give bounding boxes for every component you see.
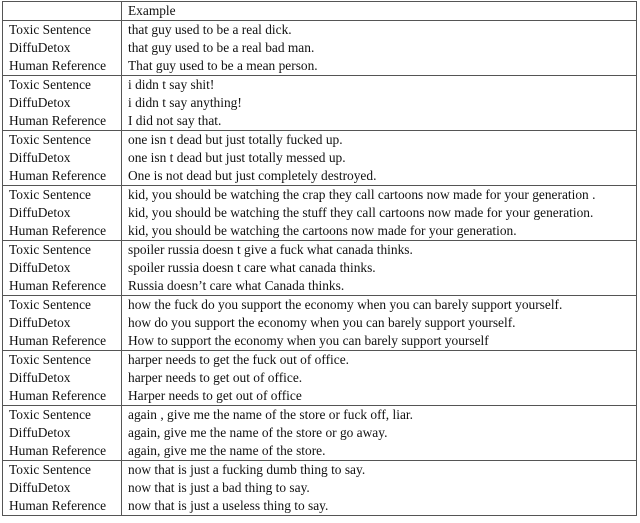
header-method xyxy=(3,2,122,21)
table-row xyxy=(3,351,637,370)
row-text: kid, you should be watching the crap they call cartoons now made for your generation . xyxy=(128,187,596,202)
table-row xyxy=(3,39,637,57)
row-text: that guy used to be a real dick. xyxy=(128,22,292,37)
example-group xyxy=(3,21,637,76)
table-row xyxy=(3,94,637,112)
row-text: one isn t dead but just totally fucked up. xyxy=(128,132,343,147)
row-label: Human Reference xyxy=(3,167,122,186)
row-label: Toxic Sentence xyxy=(3,76,122,95)
row-label: Toxic Sentence xyxy=(3,296,122,315)
row-text: Russia doesn’t care what Canada thinks. xyxy=(128,278,345,293)
table-row xyxy=(3,406,637,425)
example-group xyxy=(3,241,637,296)
table-row xyxy=(3,76,637,95)
example-group xyxy=(3,131,637,186)
row-label: Toxic Sentence xyxy=(3,406,122,425)
row-label: Human Reference xyxy=(3,387,122,406)
header-example: Example xyxy=(122,2,637,21)
example-group xyxy=(3,296,637,351)
row-label: DiffuDetox xyxy=(3,479,122,497)
row-label: Human Reference xyxy=(3,497,122,516)
row-text: How to support the economy when you can barely support yourself xyxy=(128,333,489,348)
row-text: one isn t dead but just totally messed up. xyxy=(128,150,346,165)
row-label: Toxic Sentence xyxy=(3,461,122,480)
row-text: kid, you should be watching the stuff they call cartoons now made for your generation. xyxy=(128,205,594,220)
row-text: i didn t say shit! xyxy=(128,77,215,92)
table-row xyxy=(3,461,637,480)
row-text: harper needs to get out of office. xyxy=(128,370,303,385)
table-row xyxy=(3,259,637,277)
row-text: That guy used to be a mean person. xyxy=(128,58,318,73)
table-row xyxy=(3,222,637,241)
table-row xyxy=(3,277,637,296)
table-row xyxy=(3,442,637,461)
table-row xyxy=(3,241,637,260)
example-group xyxy=(3,76,637,131)
example-group xyxy=(3,406,637,461)
row-label: Human Reference xyxy=(3,112,122,131)
table-row xyxy=(3,369,637,387)
example-group xyxy=(3,461,637,516)
table-header xyxy=(3,2,637,21)
table-row xyxy=(3,57,637,76)
example-group xyxy=(3,351,637,406)
row-label: Toxic Sentence xyxy=(3,21,122,40)
example-group xyxy=(3,186,637,241)
row-label: DiffuDetox xyxy=(3,314,122,332)
table-row xyxy=(3,112,637,131)
row-label: Toxic Sentence xyxy=(3,186,122,205)
row-text: i didn t say anything! xyxy=(128,95,242,110)
row-text: spoiler russia doesn t give a fuck what canada thinks. xyxy=(128,242,413,257)
table-row xyxy=(3,204,637,222)
table-row xyxy=(3,186,637,205)
row-label: Human Reference xyxy=(3,222,122,241)
row-text: now that is just a fucking dumb thing to say. xyxy=(128,462,366,477)
header-row xyxy=(3,2,637,21)
row-text: Harper needs to get out of office xyxy=(128,388,302,403)
row-text: kid, you should be watching the cartoons now made for your generation. xyxy=(128,223,517,238)
table-row xyxy=(3,314,637,332)
table-row xyxy=(3,387,637,406)
row-label: DiffuDetox xyxy=(3,39,122,57)
row-text: again , give me the name of the store or fuck off, liar. xyxy=(128,407,413,422)
table-row xyxy=(3,497,637,516)
table-row xyxy=(3,479,637,497)
row-text: One is not dead but just completely destroyed. xyxy=(128,168,377,183)
row-text: now that is just a useless thing to say. xyxy=(128,498,329,513)
row-label: DiffuDetox xyxy=(3,424,122,442)
row-label: Toxic Sentence xyxy=(3,131,122,150)
row-label: DiffuDetox xyxy=(3,259,122,277)
row-text: spoiler russia doesn t care what canada thinks. xyxy=(128,260,376,275)
row-text: I did not say that. xyxy=(128,113,222,128)
examples-table xyxy=(2,1,637,516)
row-text: again, give me the name of the store. xyxy=(128,443,326,458)
row-label: DiffuDetox xyxy=(3,369,122,387)
table-row xyxy=(3,21,637,40)
table-row xyxy=(3,424,637,442)
row-label: Toxic Sentence xyxy=(3,351,122,370)
row-label: DiffuDetox xyxy=(3,149,122,167)
row-label: Human Reference xyxy=(3,57,122,76)
row-text: that guy used to be a real bad man. xyxy=(128,40,315,55)
table-row xyxy=(3,296,637,315)
row-label: Toxic Sentence xyxy=(3,241,122,260)
row-label: DiffuDetox xyxy=(3,204,122,222)
row-text: again, give me the name of the store or go away. xyxy=(128,425,388,440)
table-row xyxy=(3,149,637,167)
row-text: harper needs to get the fuck out of office. xyxy=(128,352,349,367)
row-text: how do you support the economy when you can barely support yourself. xyxy=(128,315,516,330)
row-label: Human Reference xyxy=(3,277,122,296)
table-row xyxy=(3,167,637,186)
row-text: how the fuck do you support the economy when you can barely support yourself. xyxy=(128,297,563,312)
table-row xyxy=(3,131,637,150)
row-label: Human Reference xyxy=(3,442,122,461)
row-label: DiffuDetox xyxy=(3,94,122,112)
row-label: Human Reference xyxy=(3,332,122,351)
table-row xyxy=(3,332,637,351)
row-text: now that is just a bad thing to say. xyxy=(128,480,310,495)
